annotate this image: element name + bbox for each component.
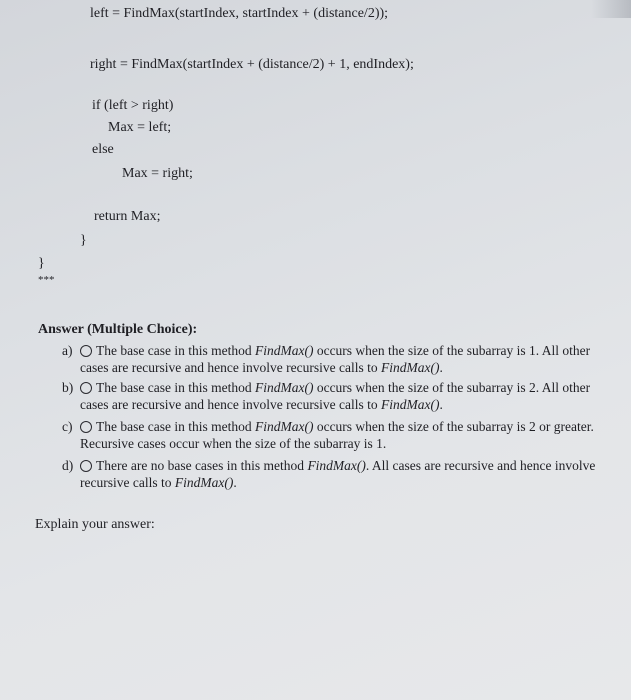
choice-letter: d) xyxy=(62,458,74,473)
method-name: FindMax() xyxy=(380,397,440,412)
method-name: FindMax() xyxy=(254,380,314,395)
choice-text: occurs when the size of the subarray is 1. All other cases are recursive and hence involve recursive calls to xyxy=(80,343,591,375)
code-line-max-right: Max = right; xyxy=(122,166,193,181)
radio-button-d[interactable] xyxy=(80,460,92,472)
choice-text: occurs when the size of the subarray is 2. All other cases are recursive and hence involve recursive calls to xyxy=(80,380,591,412)
choice-text: occurs when the size of the subarray is 2 or greater. Recursive cases occur when the size of the subarray is 1. xyxy=(80,419,594,451)
choice-letter: c) xyxy=(62,419,73,434)
method-name: FindMax() xyxy=(307,458,366,473)
code-line-max-left: Max = left; xyxy=(108,120,172,135)
method-name: FindMax() xyxy=(254,343,314,358)
choice-letter: b) xyxy=(62,380,74,395)
choice-letter: a) xyxy=(62,343,73,358)
choice-text: . xyxy=(439,360,443,375)
code-line-else: else xyxy=(92,142,114,157)
radio-button-c[interactable] xyxy=(80,421,92,433)
choice-c[interactable] xyxy=(62,418,614,452)
choice-text: . All cases are recursive and hence involve recursive calls to xyxy=(80,458,596,490)
code-brace-inner: } xyxy=(80,233,87,248)
choice-d[interactable] xyxy=(62,457,614,491)
code-line-right-assign: right = FindMax(startIndex + (distance/2) + 1, endIndex); xyxy=(90,57,414,72)
explain-answer-label: Explain your answer: xyxy=(35,517,155,532)
choice-text: The base case in this method xyxy=(96,419,255,434)
code-stars: *** xyxy=(38,274,55,286)
code-line-left-assign: left = FindMax(startIndex, startIndex + (distance/2)); xyxy=(90,6,389,21)
code-line-return: return Max; xyxy=(94,209,161,224)
choice-text: The base case in this method xyxy=(96,380,255,395)
code-brace-outer: } xyxy=(38,256,45,271)
choice-text: There are no base cases in this method xyxy=(96,458,308,473)
choice-text: The base case in this method xyxy=(96,343,255,358)
code-line-if: if (left > right) xyxy=(92,98,174,113)
method-name: FindMax() xyxy=(380,360,440,375)
choice-b[interactable] xyxy=(62,379,614,413)
choice-text: . xyxy=(233,475,237,490)
radio-button-a[interactable] xyxy=(80,345,92,357)
method-name: FindMax() xyxy=(174,475,234,490)
choice-a[interactable] xyxy=(62,342,614,376)
page-corner-shadow xyxy=(591,0,631,18)
choice-text: . xyxy=(439,397,443,412)
method-name: FindMax() xyxy=(254,419,314,434)
answer-title: Answer (Multiple Choice): xyxy=(38,322,198,337)
radio-button-b[interactable] xyxy=(80,382,92,394)
